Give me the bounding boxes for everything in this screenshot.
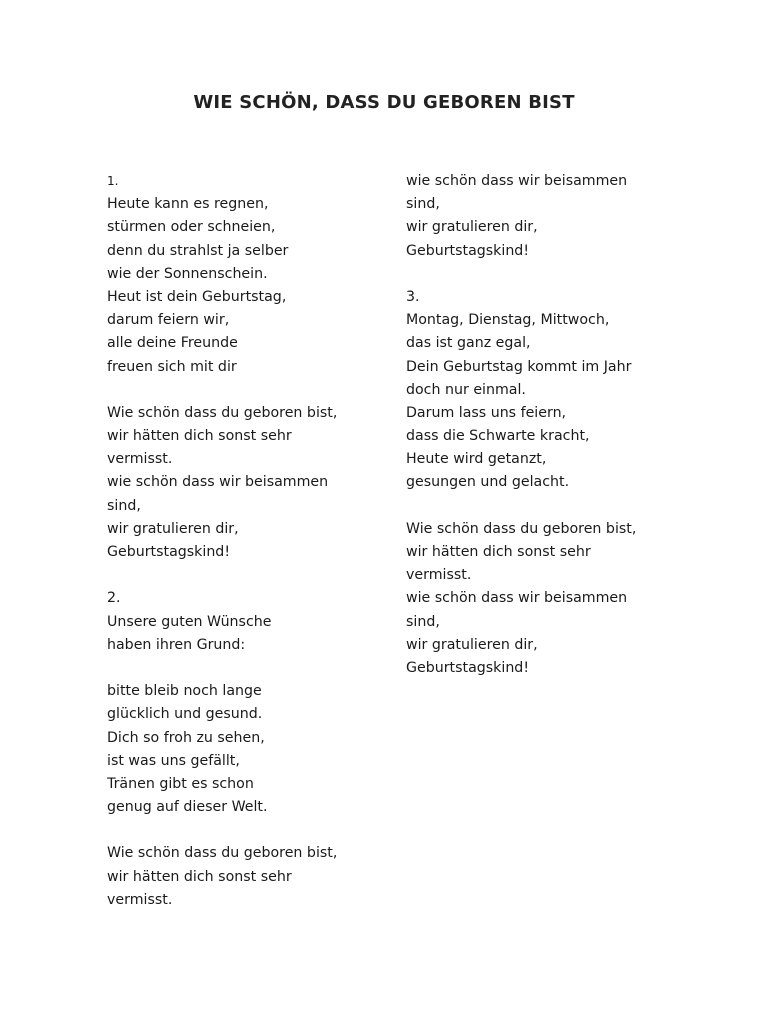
lyric-line: Wie schön dass du geboren bist, xyxy=(107,404,338,421)
lyric-line: doch nur einmal. xyxy=(406,381,526,398)
lyrics-column-left xyxy=(107,170,337,912)
page-title: WIE SCHÖN, DASS DU GEBOREN BIST xyxy=(193,92,575,113)
lyric-line: Geburtstagskind! xyxy=(107,544,231,560)
lyric-line: sind, xyxy=(406,196,440,213)
lyric-line: das ist ganz egal, xyxy=(406,335,531,352)
lyric-line: vermisst. xyxy=(107,891,173,908)
lyric-line: Darum lass uns feiern, xyxy=(406,404,567,421)
lyric-line: Dein Geburtstag kommt im Jahr xyxy=(406,358,632,375)
lyric-line: bitte bleib noch lange xyxy=(107,683,262,700)
lyric-line: alle deine Freunde xyxy=(107,335,238,352)
lyric-line: Geburtstagskind! xyxy=(406,242,530,259)
lyric-line: darum feiern wir, xyxy=(107,312,230,329)
lyric-line: genug auf dieser Welt. xyxy=(107,799,268,816)
lyric-line: 1. xyxy=(107,174,119,188)
lyric-line: Geburtstagskind! xyxy=(406,659,530,676)
lyric-line: wie der Sonnenschein. xyxy=(107,265,268,282)
lyric-line: dass die Schwarte kracht, xyxy=(406,428,590,445)
lyrics-column-right xyxy=(406,170,636,680)
stanza-spacer xyxy=(107,819,337,842)
stanza-spacer xyxy=(107,564,337,587)
lyric-line: Heute kann es regnen, xyxy=(107,196,269,213)
lyric-line: wir hätten dich sonst sehr xyxy=(107,428,292,445)
lyric-line: denn du strahlst ja selber xyxy=(107,242,289,259)
stanza-spacer xyxy=(406,495,636,518)
lyric-line: wir gratulieren dir, xyxy=(107,520,239,537)
lyric-line: stürmen oder schneien, xyxy=(107,219,276,236)
lyric-line: wir hätten dich sonst sehr xyxy=(406,544,591,560)
lyric-line: Dich so froh zu sehen, xyxy=(107,729,265,746)
stanza-spacer xyxy=(107,379,337,402)
lyric-line: 3. xyxy=(406,288,420,305)
lyric-line: vermisst. xyxy=(107,451,173,468)
lyric-line: sind, xyxy=(406,613,440,630)
lyric-line: Wie schön dass du geboren bist, xyxy=(107,845,338,862)
lyric-line: Unsere guten Wünsche xyxy=(107,613,272,630)
lyric-line: Wie schön dass du geboren bist, xyxy=(406,520,637,537)
lyric-line: wir gratulieren dir, xyxy=(406,636,538,653)
lyric-line: wie schön dass wir beisammen xyxy=(406,173,628,189)
lyric-line: wie schön dass wir beisammen xyxy=(406,590,628,607)
lyric-line: gesungen und gelacht. xyxy=(406,474,570,491)
lyric-line: Montag, Dienstag, Mittwoch, xyxy=(406,312,610,329)
lyric-line: wir gratulieren dir, xyxy=(406,219,538,236)
lyric-line: freuen sich mit dir xyxy=(107,358,237,375)
lyric-line: wir hätten dich sonst sehr xyxy=(107,868,292,885)
lyric-line: sind, xyxy=(107,497,141,514)
lyric-line: ist was uns gefällt, xyxy=(107,752,240,769)
lyric-line: vermisst. xyxy=(406,567,472,584)
lyric-line: haben ihren Grund: xyxy=(107,636,246,653)
lyric-line: Heute wird getanzt, xyxy=(406,451,547,468)
lyric-line: glücklich und gesund. xyxy=(107,706,263,723)
lyric-line: Heut ist dein Geburtstag, xyxy=(107,288,287,305)
lyric-line: Tränen gibt es schon xyxy=(107,775,254,792)
lyric-line: wie schön dass wir beisammen xyxy=(107,474,329,491)
stanza-spacer xyxy=(107,657,337,680)
stanza-spacer xyxy=(406,263,636,286)
lyric-line: 2. xyxy=(107,590,121,607)
